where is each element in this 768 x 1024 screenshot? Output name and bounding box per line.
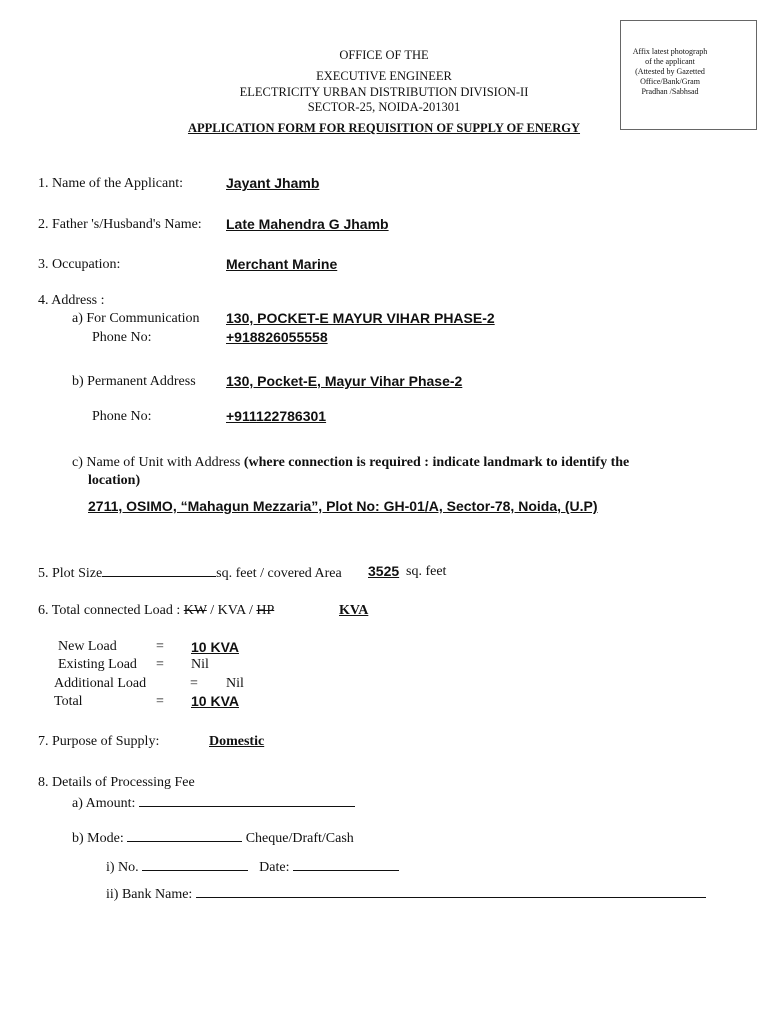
plot-size-label: 5. Plot Size [38,566,103,581]
load-unit-value[interactable]: KVA [339,603,369,618]
bank-row [106,885,706,903]
comm-address-value[interactable]: 130, POCKET-E MAYUR VIHAR PHASE-2 [226,310,495,326]
bank-blank[interactable] [196,885,706,898]
number-label: i) No. [106,860,139,875]
amount-row [72,794,355,812]
comm-address-label: a) For Communication [72,311,200,326]
unit-address-note-2: location) [88,473,141,488]
additional-load-eq: = [190,676,198,691]
load-kva-option: / KVA / [210,603,253,618]
mode-blank[interactable] [127,829,242,842]
mode-row [72,829,354,847]
name-value[interactable]: Jayant Jhamb [226,175,320,191]
perm-phone-value[interactable]: +911122786301 [226,408,327,424]
comm-phone-label: Phone No: [92,330,152,345]
additional-load-label: Additional Load [54,676,147,691]
existing-load-eq: = [156,657,164,672]
amount-label: a) Amount: [72,796,136,811]
office-line: OFFICE OF THE [339,48,429,62]
engineer-line: EXECUTIVE ENGINEER [316,69,452,83]
photo-instruction: Affix latest photograph of the applicant (Attested by Gazetted Office/Bank/Gram Pradhan /Sabhsad [632,47,708,96]
number-blank[interactable] [142,858,248,871]
perm-address-label: b) Permanent Address [72,374,196,389]
plot-size-blank[interactable] [102,564,216,577]
new-load-label: New Load [58,639,117,654]
existing-load-value[interactable]: Nil [191,657,209,672]
load-hp-option: HP [256,603,275,618]
plot-area-value[interactable]: 3525 [368,563,400,579]
date-label: Date: [259,860,290,875]
photo-box [620,20,757,130]
perm-phone-label: Phone No: [92,409,152,424]
form-title: APPLICATION FORM FOR REQUISITION OF SUPPLY OF ENERGY [187,121,581,135]
father-label: 2. Father 's/Husband's Name: [38,217,202,232]
unit-address-label-text: c) Name of Unit with Address [72,455,241,470]
number-date-row [106,858,399,876]
plot-area-label: sq. feet / covered Area [216,566,342,581]
unit-address-note: (where connection is required : indicate landmark to identify the [243,455,630,470]
fee-label: 8. Details of Processing Fee [38,775,195,790]
load-row [38,603,274,619]
mode-label: b) Mode: [72,831,124,846]
plot-size-row [38,564,342,582]
father-value[interactable]: Late Mahendra G Jhamb [226,216,389,232]
occupation-label: 3. Occupation: [38,257,121,272]
bank-label: ii) Bank Name: [106,887,193,902]
existing-load-label: Existing Load [58,657,137,672]
mode-options: Cheque/Draft/Cash [245,831,354,846]
purpose-value[interactable]: Domestic [209,734,265,749]
division-line: ELECTRICITY URBAN DISTRIBUTION DIVISION-II [239,85,529,99]
load-label: 6. Total connected Load : [38,603,181,618]
date-blank[interactable] [293,858,399,871]
name-label: 1. Name of the Applicant: [38,176,184,191]
amount-blank[interactable] [139,794,355,807]
perm-address-value[interactable]: 130, Pocket-E, Mayur Vihar Phase-2 [226,373,463,389]
total-load-eq: = [156,694,164,709]
load-kw-option: KW [183,603,207,618]
address-label: 4. Address : [38,293,105,308]
unit-address-value[interactable]: 2711, OSIMO, “Mahagun Mezzaria”, Plot No: GH-01/A, Sector-78, Noida, (U.P) [88,498,598,514]
comm-phone-value[interactable]: +918826055558 [226,329,328,345]
additional-load-value[interactable]: Nil [226,676,244,691]
new-load-eq: = [156,639,164,654]
sector-line: SECTOR-25, NOIDA-201301 [307,100,461,114]
plot-area-unit: sq. feet [406,564,447,579]
total-load-label: Total [54,694,83,709]
unit-address-label [72,455,629,471]
total-load-value[interactable]: 10 KVA [191,693,239,709]
occupation-value[interactable]: Merchant Marine [226,256,338,272]
new-load-value[interactable]: 10 KVA [191,639,239,655]
purpose-label: 7. Purpose of Supply: [38,734,160,749]
